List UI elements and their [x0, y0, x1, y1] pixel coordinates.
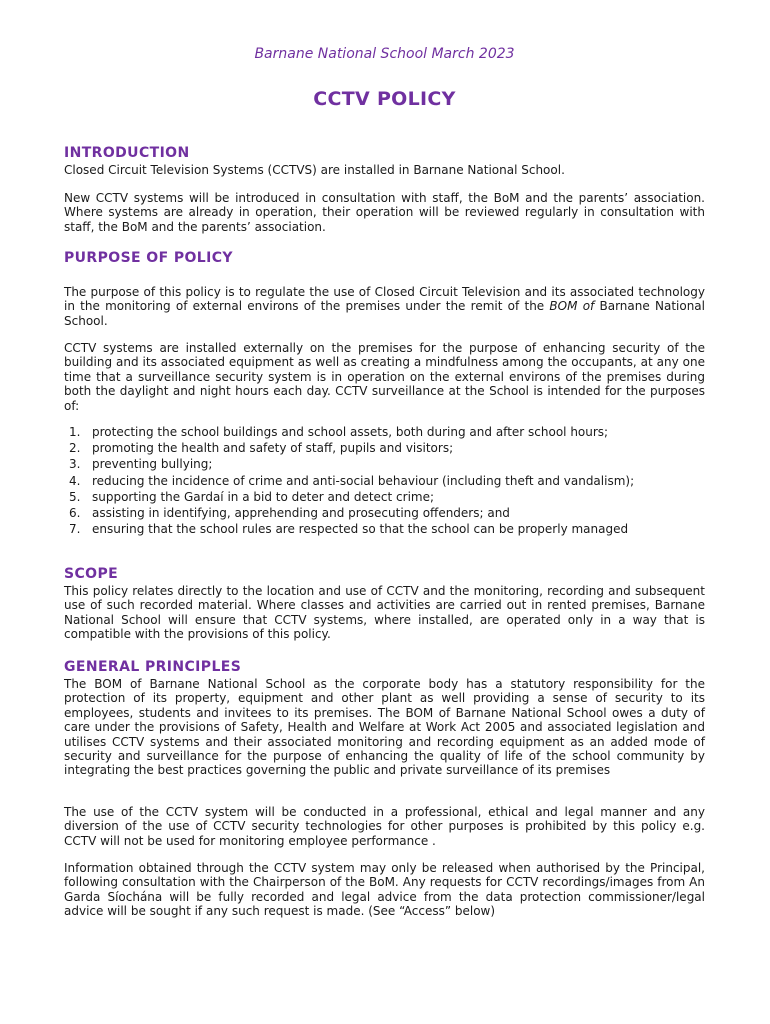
list-text: assisting in identifying, apprehending and prosecuting offenders; and: [92, 505, 510, 520]
purpose-paragraph-1: [64, 285, 705, 328]
list-item: [64, 505, 705, 521]
list-text: preventing bullying;: [92, 457, 213, 472]
list-number: 5.: [69, 489, 81, 504]
general-paragraph-3: Information obtained through the CCTV system may only be released when authorised by the Principal, following consultation with the Chairperson of the BoM. Any requests for CCTV recordings/images from An Garda Síochána will be fully recorded and legal advice from the data protection commissioner/legal advice will be sought if any such request is made. (See “Access” below): [64, 861, 705, 919]
heading-scope: SCOPE: [64, 566, 119, 582]
intro-paragraph-1: Closed Circuit Television Systems (CCTVS) are installed in Barnane National School.: [64, 163, 565, 177]
purpose-paragraph-2: CCTV systems are installed externally on the premises for the purpose of enhancing security of the building and its associated equipment as well as creating a mindfulness among the occupants, at any one time that a surveillance security system is in operation on the external environs of the premises during both the daylight and night hours each day. CCTV surveillance at the School is intended for the purposes of:: [64, 341, 705, 413]
page-title: CCTV POLICY: [313, 88, 456, 110]
header-line: Barnane National School March 2023: [254, 46, 515, 62]
purpose-p1-end: Barnane National School.: [64, 299, 705, 328]
heading-introduction: INTRODUCTION: [64, 145, 190, 161]
list-text: ensuring that the school rules are respected so that the school can be properly managed: [92, 522, 629, 537]
heading-general-principles: GENERAL PRINCIPLES: [64, 659, 242, 675]
list-item: [64, 424, 705, 440]
list-number: 3.: [69, 457, 81, 472]
list-item: [64, 473, 705, 489]
list-text: supporting the Gardaí in a bid to deter and detect crime;: [92, 489, 435, 504]
list-number: 2.: [69, 441, 81, 456]
list-item: [64, 489, 705, 505]
general-paragraph-2: The use of the CCTV system will be conducted in a professional, ethical and legal manner and any diversion of the use of CCTV security technologies for other purposes is prohibited by this policy e.g. CCTV will not be used for monitoring employee performance .: [64, 805, 705, 848]
general-paragraph-1: The BOM of Barnane National School as the corporate body has a statutory responsibility for the protection of its property, equipment and other plant as well providing a sense of security to its employees, students and invitees to its premises. The BOM of Barnane National School owes a duty of care under the provisions of Safety, Health and Welfare at Work Act 2005 and associated legislation and utilises CCTV systems and their associated monitoring and recording equipment as an added mode of security and surveillance for the purpose of enhancing the quality of life of the school community by integrating the best practices governing the public and private surveillance of its premises: [64, 677, 705, 778]
list-number: 7.: [69, 522, 81, 537]
list-item: [64, 440, 705, 456]
list-text: promoting the health and safety of staff, pupils and visitors;: [92, 441, 454, 456]
list-text: reducing the incidence of crime and anti-social behaviour (including theft and vandalism);: [92, 473, 635, 488]
list-text: protecting the school buildings and school assets, both during and after school hours;: [92, 425, 609, 439]
scope-paragraph-1: This policy relates directly to the location and use of CCTV and the monitoring, recording and subsequent use of such recorded material. Where classes and activities are carried out in rented premises, Barnane National School will ensure that CCTV systems, where installed, are operated only in a way that is compatible with the provisions of this policy.: [64, 584, 705, 642]
intro-paragraph-2: New CCTV systems will be introduced in consultation with staff, the BoM and the parents’ association. Where systems are already in operation, their operation will be reviewed regularly in consultation with staff, the BoM and the parents’ association.: [64, 191, 705, 234]
list-item: [64, 456, 705, 472]
list-number: 4.: [69, 473, 81, 488]
list-item: [64, 521, 705, 537]
purpose-list: [64, 424, 705, 537]
list-number: 1.: [69, 425, 81, 439]
purpose-p1-start: The purpose of this policy is to regulate the use of Closed Circuit Television and its associated technology in the monitoring of external environs of the premises under the remit of the: [64, 285, 705, 314]
list-number: 6.: [69, 505, 81, 520]
purpose-p1-emphasis: BOM of: [549, 299, 595, 314]
heading-purpose: PURPOSE OF POLICY: [64, 250, 233, 266]
